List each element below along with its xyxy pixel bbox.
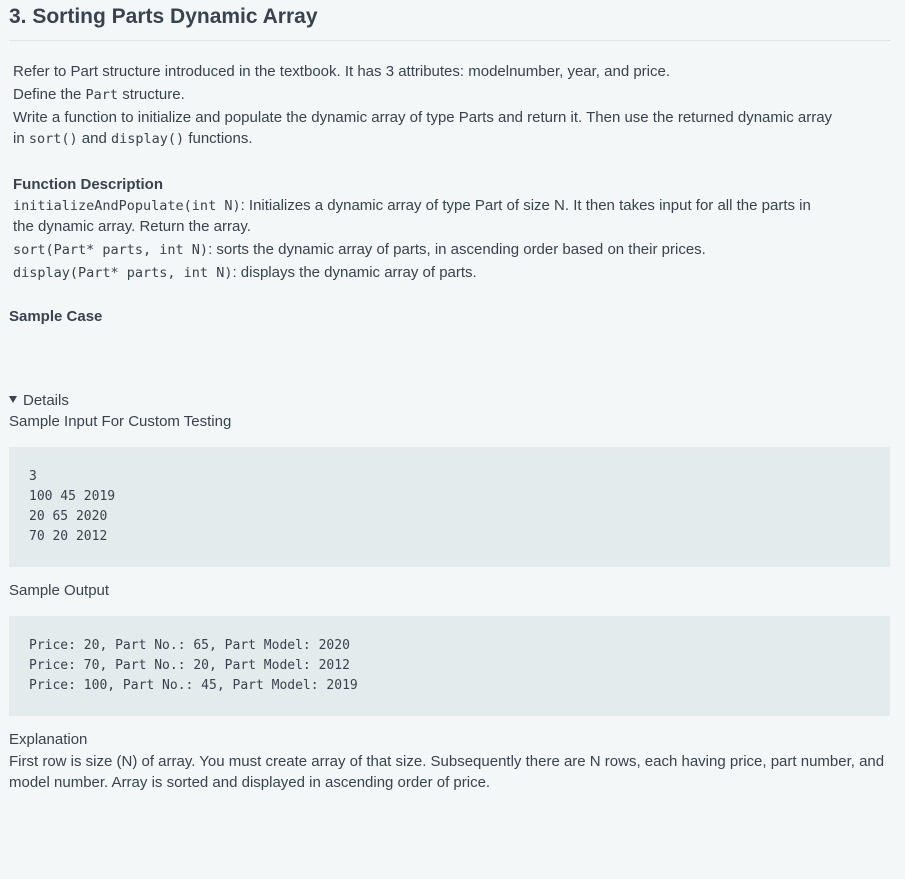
intro-line-1: Refer to Part structure introduced in the textbook. It has 3 attributes: modelnumber, year, and price. bbox=[13, 63, 671, 80]
code-line: Price: 20, Part No.: 65, Part Model: 2020 bbox=[29, 638, 350, 653]
code-line: 70 20 2012 bbox=[29, 529, 108, 544]
sample-output-block bbox=[9, 616, 890, 716]
explanation-label: Explanation bbox=[9, 731, 88, 748]
explanation-text: First row is size (N) of array. You must create array of that size. Subsequently there are N rows, each having price, part number, and model number. Array is sorted and displayed in ascending order of price. bbox=[9, 753, 885, 791]
intro-line-3: Write a function to initialize and populate the dynamic array of type Parts and return it. Then use the returned dynamic array bbox=[13, 109, 833, 126]
title-divider bbox=[9, 40, 890, 41]
sample-input-block bbox=[9, 447, 890, 567]
function-desc-3-text: : displays the dynamic array of parts. bbox=[232, 264, 477, 281]
details-label: Details bbox=[23, 392, 69, 409]
sample-output-label: Sample Output bbox=[9, 582, 110, 599]
intro-line-2 bbox=[13, 85, 185, 105]
intro-line-4-text-c: functions. bbox=[184, 130, 253, 147]
function-desc-2 bbox=[13, 240, 706, 260]
intro-line-4-text-b: and bbox=[77, 130, 111, 147]
intro-line-2-text-b: structure. bbox=[118, 86, 185, 103]
function-description-heading: Function Description bbox=[13, 176, 163, 193]
function-desc-3 bbox=[13, 263, 477, 283]
function-desc-1 bbox=[13, 196, 811, 216]
code-line: 20 65 2020 bbox=[29, 509, 108, 524]
sort-signature-code: sort(Part* parts, int N) bbox=[13, 242, 209, 258]
function-desc-1-text: : Initializes a dynamic array of type Part of size N. It then takes input for all the parts in bbox=[240, 197, 811, 214]
part-code: Part bbox=[85, 87, 119, 103]
function-desc-2-text: : sorts the dynamic array of parts, in ascending order based on their prices. bbox=[208, 241, 706, 258]
intro-line-4-text-a: in bbox=[13, 130, 29, 147]
function-desc-1-cont: the dynamic array. Return the array. bbox=[13, 218, 251, 235]
code-line: 100 45 2019 bbox=[29, 489, 116, 504]
code-line: Price: 100, Part No.: 45, Part Model: 2019 bbox=[29, 678, 358, 693]
sort-code: sort() bbox=[28, 131, 78, 147]
details-toggle[interactable] bbox=[9, 391, 69, 411]
code-line: 3 bbox=[29, 469, 37, 484]
page-title: 3. Sorting Parts Dynamic Array bbox=[9, 5, 318, 28]
sample-input-label: Sample Input For Custom Testing bbox=[9, 413, 232, 430]
intro-line-2-text-a: Define the bbox=[13, 86, 86, 103]
triangle-down-icon bbox=[9, 396, 17, 403]
initialize-code: initializeAndPopulate(int N) bbox=[13, 198, 241, 214]
intro-line-4 bbox=[13, 129, 253, 149]
display-signature-code: display(Part* parts, int N) bbox=[13, 265, 233, 281]
sample-case-heading: Sample Case bbox=[9, 308, 103, 325]
code-line: Price: 70, Part No.: 20, Part Model: 2012 bbox=[29, 658, 350, 673]
display-code: display() bbox=[111, 131, 185, 147]
